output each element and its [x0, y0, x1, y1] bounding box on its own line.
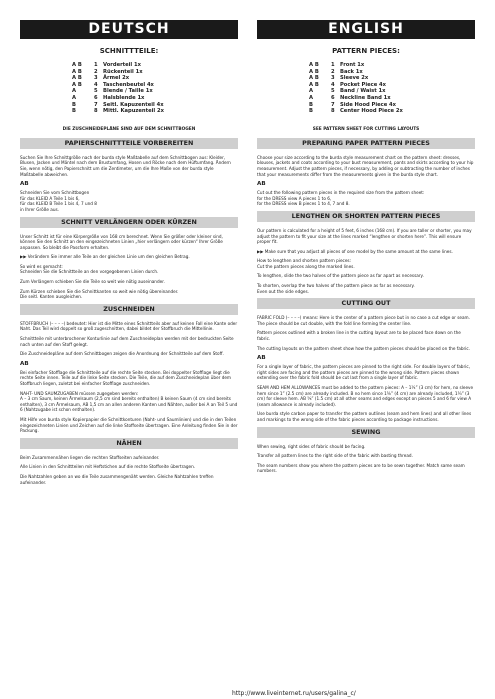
section-heading: LENGTHEN OR SHORTEN PATTERN PIECES: [257, 211, 475, 222]
piece-view: A B: [309, 62, 319, 68]
section-heading: ZUSCHNEIDEN: [20, 304, 238, 315]
paragraph: Transfer all pattern lines to the right side of the fabric with basting thread.: [257, 453, 413, 459]
pattern-pieces-list: [309, 62, 475, 115]
pattern-piece-row: [309, 88, 475, 95]
pattern-piece-row: [309, 69, 475, 76]
pattern-piece-row: [309, 82, 475, 89]
section-heading: PREPARING PAPER PATTERN PIECES: [257, 138, 475, 149]
source-url-footer: http://www.liveinternet.ru/users/galina_c/: [232, 690, 356, 697]
piece-label: Vorderteil 1x: [103, 62, 141, 68]
paragraph: FABRIC FOLD (– – – –) means: Here is the center of a pattern piece but in no case a cut edge or seam. The piece should be cut double, with the fold line forming the center line.: [257, 315, 470, 326]
piece-number: 5: [94, 88, 98, 95]
section-body: [20, 321, 238, 434]
piece-number: 1: [331, 62, 335, 68]
piece-label: Side Hood Piece 4x: [340, 101, 396, 108]
piece-view: A B: [72, 62, 82, 68]
piece-label: Rückenteil 1x: [103, 68, 143, 75]
view-label: AB: [257, 181, 266, 188]
piece-number: 3: [94, 75, 98, 82]
piece-number: 2: [331, 68, 335, 75]
piece-number: 8: [331, 108, 335, 115]
piece-label: Halsblende 1x: [103, 94, 145, 101]
piece-number: 6: [331, 94, 335, 101]
paragraph: Use burda style carbon paper to transfer the pattern outlines (seam and hem lines) and all other lines and markings to the wrong side of the fabric pieces according to package instructions.: [257, 411, 472, 422]
section-body: [257, 155, 475, 207]
piece-view: A B: [309, 81, 319, 88]
pattern-piece-row: [72, 102, 238, 109]
language-header: ENGLISH: [257, 20, 475, 39]
piece-view: A B: [72, 81, 82, 88]
piece-number: 1: [94, 62, 98, 68]
piece-number: 8: [94, 108, 98, 115]
paragraph: Beim Zusammennähen liegen die rechten Stoffseiten aufeinander.: [20, 454, 160, 460]
paragraph: To shorten, overlap the two halves of the pattern piece as far as necessary. Even out the side edges.: [257, 283, 415, 294]
pattern-pieces-title: SCHNITTTEILE:: [99, 47, 159, 55]
paragraph: To lengthen, slide the two halves of the pattern piece as far apart as necessary.: [257, 273, 424, 279]
section-body: [257, 444, 475, 474]
piece-view: A B: [309, 68, 319, 75]
view-label: AB: [20, 181, 29, 188]
paragraph: Cut out the following pattern pieces in the required size from the pattern sheet: for the DRESS view A pieces 1 to 6, for the DRESS view B pieces 1 to 4, 7 and 8.: [257, 190, 425, 207]
paragraph: Zum Kürzen schieben Sie die Schnittkanten so weit wie nötig übereinander. Die seitl. Kanten ausgleichen.: [20, 288, 179, 300]
paragraph: How to lengthen and shorten pattern pieces: Cut the pattern pieces along the marked lines.: [257, 258, 355, 269]
piece-number: 2: [94, 68, 98, 75]
piece-label: Blende / Taille 1x: [103, 88, 153, 95]
piece-label: Band / Waist 1x: [340, 88, 386, 95]
piece-number: 6: [94, 94, 98, 101]
paragraph: SEAM AND HEM ALLOWANCES must be added to the pattern pieces: A – 1¼” (3 cm) for hem, no sleeve hem since 1” (2.5 cm) are already included. B no hem since 1⅝” (4 cm) are already included, 1¼” (3 cm) for sleeve hem. AB ⅝” (1.5 cm) at all other seams and edges except on pieces 5 and 6 for view A (seam allowance is already included).: [257, 385, 474, 407]
paragraph: NAHT- UND SAUMZUGABEN müssen zugegeben werden: A – 3 cm Saum, keinen Ärmelsaum (2,5 cm sind bereits enthalten) B keinen Saum (4 cm sind bereits enthalten), 3 cm Ärmelsaum, AB 1,5 cm an allen anderen Kanten und Nähten, außer bei A an Teil 5 und 6 (Nahtzugabe ist schon enthalten).: [20, 390, 238, 413]
pattern-piece-row: [72, 62, 238, 69]
paragraph: ▶▶ Verändern Sie immer alle Teile an der gleichen Linie um den gleichen Betrag.: [20, 254, 190, 260]
paragraph: Alle Linien in den Schnittteilen mit Heftstichen auf die rechte Stoffseite übertragen.: [20, 464, 196, 470]
section-body: [20, 234, 238, 300]
section-heading: NÄHEN: [20, 438, 238, 449]
paragraph: Schnittteile mit unterbrochener Konturlinie auf dem Zuschneideplan werden mit der bedruckten Seite nach unten auf den Stoff gelegt.: [20, 336, 234, 347]
german-column: [20, 20, 238, 489]
pattern-piece-row: [72, 88, 238, 95]
piece-number: 4: [94, 81, 98, 88]
language-header: DEUTSCH: [20, 20, 238, 39]
paragraph: Unser Schnitt ist für eine Körpergröße von 168 cm berechnet. Wenn Sie größer oder kleiner sind, können Sie den Schnitt an den eingezeichneten Linien „hier verlängern oder kürzen“ Ihrer Größe anpassen. So bleibt die Passform erhalten.: [20, 233, 223, 250]
paragraph: For a single layer of fabric, the pattern pieces are pinned to the right side. For double layers of fabric, right sides are facing and the pattern pieces are pinned to the wrong side. Pattern pieces shown extending over the fabric fold should be cut last from a single layer of fabric.: [257, 364, 470, 381]
piece-view: B: [309, 108, 313, 115]
piece-label: Back 1x: [340, 68, 363, 75]
cutting-layout-note: SEE PATTERN SHEET FOR CUTTING LAYOUTS: [312, 126, 420, 132]
piece-label: Seitl. Kapuzenteil 4x: [103, 101, 164, 108]
piece-view: A: [309, 94, 314, 101]
pattern-piece-row: [72, 69, 238, 76]
paragraph: So wird es gemacht: Schneiden Sie die Schnittteile an den vorgegebenen Linien durch.: [20, 263, 159, 275]
view-label: AB: [20, 360, 29, 367]
paragraph: Die Zuschneidepläne auf dem Schnittbogen zeigen die Anordnung der Schnittteile auf dem Stoff.: [20, 351, 224, 357]
pattern-pieces-list: [72, 62, 238, 115]
section-heading: CUTTING OUT: [257, 298, 475, 309]
pattern-piece-row: [309, 102, 475, 109]
pattern-pieces-title: PATTERN PIECES:: [332, 47, 400, 55]
paragraph: ▶▶ Make sure that you adjust all pieces of one model by the same amount at the same lines.: [257, 248, 453, 254]
paragraph: Suchen Sie Ihre Schnittgröße nach der burda style Maßtabelle auf dem Schnittbogen aus: Kleider, Blusen, Jacken und Mäntel nach dem Brustumfang, Hosen und Röcke nach dem Hüftumfang. Ändern Sie, wenn nötig, den Papierschnitt um die Zentimeter, um die Ihre Maße von der burda style Maßtabelle abweichen.: [20, 154, 231, 177]
section-heading: SCHNITT VERLÄNGERN ODER KÜRZEN: [20, 217, 238, 228]
piece-number: 3: [331, 75, 335, 82]
section-body: [257, 228, 475, 294]
piece-view: A: [72, 88, 77, 95]
section-body: [257, 315, 475, 422]
pattern-piece-row: [309, 95, 475, 102]
paragraph: Mit Hilfe von burda style Kopierpapier die Schnittkonturen (Naht- und Saumlinien) und die in den Teilen eingezeichneten Linien und Zeichen auf die linke Stoffseite übertragen. Eine Anleitung finden Sie in der Packung.: [20, 416, 238, 434]
pattern-piece-row: [72, 75, 238, 82]
section-heading: SEWING: [257, 427, 475, 438]
section-body: [20, 455, 238, 485]
piece-view: A B: [72, 68, 82, 75]
paragraph: STOFFBRUCH (– – – –) bedeutet: Hier ist die Mitte eines Schnittteils aber auf keinen Fall eine Kante oder Naht. Das Teil wird doppelt so groß zugeschnitten, dabei bildet der Stoffbruch die Mittellinie.: [20, 320, 238, 332]
paragraph: The seam numbers show you where the pattern pieces are to be sewn together. Match same seam numbers.: [257, 462, 465, 474]
paragraph: When sewing, right sides of fabric should be facing.: [257, 443, 366, 449]
paragraph: Bei einfacher Stofflage die Schnittteile auf die rechte Seite stecken. Bei doppelter Stofflage liegt die rechte Seite innen. Teile auf die linke Seite stecken. Die Teile, die auf dem Zuschneideplan über dem Stoffbruch liegen, zuletzt bei einfacher Stofflage zuschneiden.: [20, 369, 232, 386]
piece-view: B: [309, 101, 313, 108]
piece-number: 7: [331, 101, 335, 108]
cutting-layout-note: DIE ZUSCHNEIDEPLÄNE SIND AUF DEM SCHNITTBOGEN: [62, 126, 196, 132]
piece-view: A B: [309, 75, 319, 82]
piece-label: Ärmel 2x: [103, 75, 130, 82]
paragraph: Zum Verlängern schieben Sie die Teile so weit wie nötig auseinander.: [20, 279, 165, 285]
pattern-piece-row: [309, 75, 475, 82]
pattern-piece-row: [72, 95, 238, 102]
section-heading: PAPIERSCHNITTTEILE VORBEREITEN: [20, 138, 238, 149]
section-body: [20, 155, 238, 213]
english-column: [257, 20, 475, 478]
piece-label: Center Hood Piece 2x: [340, 108, 403, 115]
pattern-piece-row: [309, 62, 475, 69]
paragraph: The cutting layouts on the pattern sheet show how the pattern pieces should be placed on the fabric.: [257, 345, 471, 351]
paragraph: Choose your size according to the burda style measurement chart on the pattern sheet: dresses, blouses, jackets and coats according to your bust measurement, pants and skirts according to your hip measurement. Adjust the pattern pieces, if necessary, by adding or subtracting the number of inches that your measurements differ from the measurements given in the burda style chart.: [257, 154, 474, 177]
piece-view: B: [72, 108, 76, 115]
pattern-piece-row: [72, 108, 238, 115]
piece-label: Pocket Piece 4x: [340, 81, 387, 88]
piece-number: 7: [94, 101, 98, 108]
piece-number: 4: [331, 81, 335, 88]
piece-label: Taschenbeutel 4x: [103, 81, 154, 88]
piece-number: 5: [331, 88, 335, 95]
piece-label: Mittl. Kapuzenteil 2x: [103, 108, 164, 115]
paragraph: Schneiden Sie vom Schnittbogen für das KLEID A Teile 1 bis 6, für das KLEID B Teile 1 bis 4, 7 und 8 in Ihrer Größe aus.: [20, 190, 97, 212]
piece-label: Neckline Band 1x: [340, 94, 391, 101]
pattern-piece-row: [309, 108, 475, 115]
paragraph: Die Nahtzahlen geben an wo die Teile zusammengenäht werden. Gleiche Nahtzahlen treffen aufeinander.: [20, 473, 214, 485]
paragraph: Pattern pieces outlined with a broken line in the cutting layout are to be placed face down on the fabric.: [257, 330, 461, 342]
piece-view: A: [309, 88, 314, 95]
paragraph: Our pattern is calculated for a height of 5 feet, 6 inches (168 cm). If you are taller or shorter, you may adjust the pattern to fit your size at the lines marked “lengthen or shorten here”. This will ensure proper fit.: [257, 227, 472, 245]
view-label: AB: [257, 355, 266, 362]
piece-view: B: [72, 101, 76, 108]
piece-label: Sleeve 2x: [340, 75, 369, 82]
piece-view: A B: [72, 75, 82, 82]
piece-view: A: [72, 94, 77, 101]
pattern-piece-row: [72, 82, 238, 89]
piece-label: Front 1x: [340, 62, 365, 68]
